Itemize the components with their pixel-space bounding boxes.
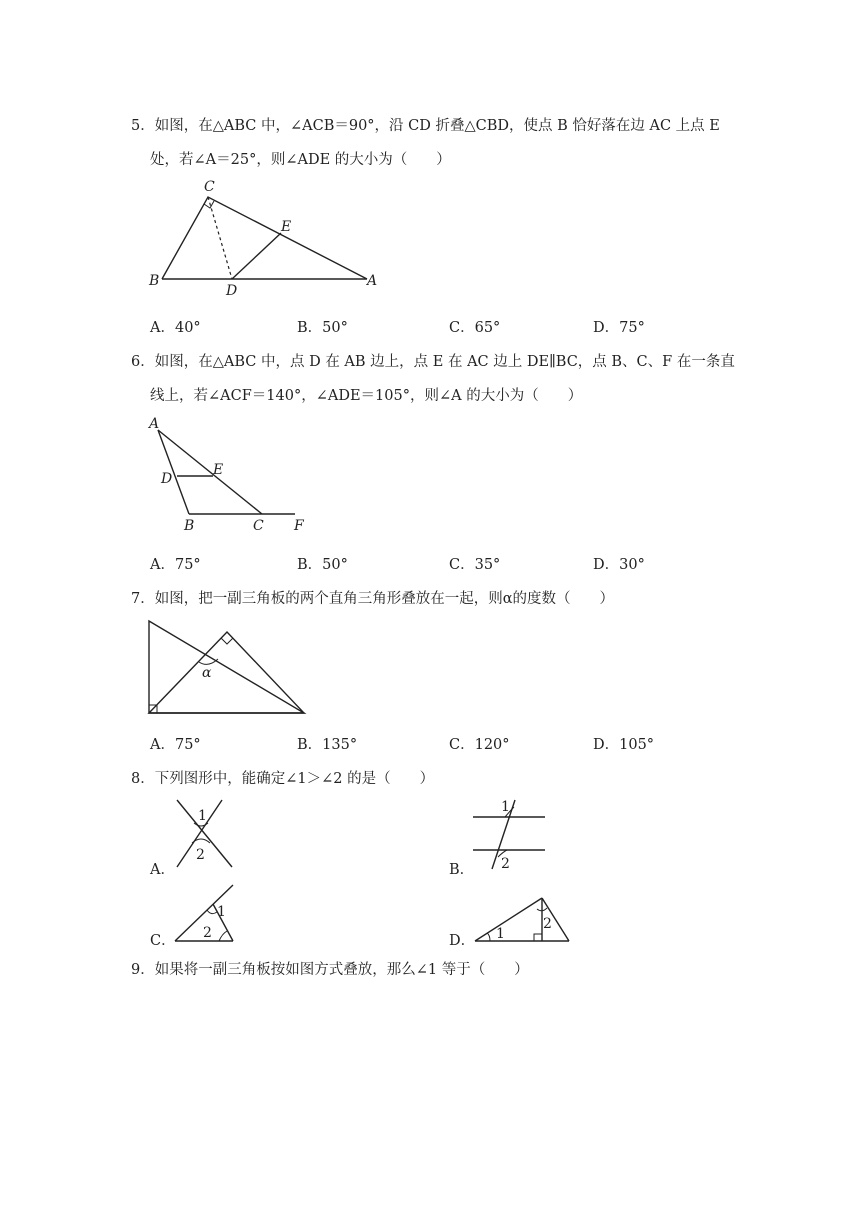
q6-label-a: A (149, 416, 160, 432)
q8-option-b-label: B． (449, 862, 475, 878)
q6-option-a: A．75° (150, 557, 201, 573)
q6-label-c: C (253, 518, 264, 534)
q8c-angle-1: 1 (217, 904, 226, 920)
q8-figure-b (465, 795, 555, 870)
q8b-angle-1: 1 (501, 799, 510, 815)
q8a-angle-2: 2 (196, 847, 205, 863)
q8-figure-a (170, 795, 240, 870)
q5-label-b: B (149, 273, 160, 289)
q5-text-line2: 处，若∠A＝25°，则∠ADE 的大小为（ ） (150, 152, 451, 168)
q7-label-alpha: α (202, 665, 212, 681)
q6-option-b: B．50° (297, 557, 348, 573)
q8-text-line1: 8．下列图形中，能确定∠1＞∠2 的是（ ） (131, 771, 435, 787)
q7-option-c: C．120° (449, 737, 510, 753)
q5-label-e: E (281, 219, 292, 235)
q8-option-d-label: D． (449, 933, 476, 949)
q7-option-a: A．75° (150, 737, 201, 753)
q6-figure (140, 410, 320, 535)
q8d-angle-2: 2 (543, 916, 552, 932)
q7-option-d: D．105° (593, 737, 655, 753)
q5-text-line1: 5．如图，在△ABC 中，∠ACB＝90°，沿 CD 折叠△CBD，使点 B 恰好落在边 AC 上点 E (131, 118, 720, 134)
q5-label-d: D (226, 283, 238, 299)
q5-label-c: C (204, 179, 215, 195)
q6-option-d: D．30° (593, 557, 645, 573)
q5-label-a: A (367, 273, 378, 289)
q8c-angle-2: 2 (203, 925, 212, 941)
q5-option-c: C．65° (449, 320, 501, 336)
q6-label-d: D (161, 471, 173, 487)
q8a-angle-1: 1 (198, 808, 207, 824)
q5-option-a: A．40° (150, 320, 201, 336)
q6-label-f: F (294, 518, 304, 534)
q5-figure (140, 175, 390, 300)
q7-option-b: B．135° (297, 737, 358, 753)
q6-label-e: E (213, 462, 224, 478)
q8-figure-c (170, 880, 250, 945)
q8b-angle-2: 2 (501, 856, 510, 870)
q5-option-b: B．50° (297, 320, 348, 336)
q9-text-line1: 9．如果将一副三角板按如图方式叠放，那么∠1 等于（ ） (131, 962, 529, 978)
q6-text-line1: 6．如图，在△ABC 中，点 D 在 AB 边上，点 E 在 AC 边上 DE∥BC，点 B、C、F 在一条直 (131, 354, 735, 370)
q7-text-line1: 7．如图，把一副三角板的两个直角三角形叠放在一起，则α的度数（ ） (131, 591, 615, 607)
q8-option-a-label: A． (150, 862, 175, 878)
q6-label-b: B (184, 518, 195, 534)
q8-option-c-label: C． (150, 933, 176, 949)
q7-figure (140, 612, 320, 722)
q6-text-line2: 线上，若∠ACF＝140°，∠ADE＝105°，则∠A 的大小为（ ） (150, 388, 583, 404)
q8d-angle-1: 1 (496, 926, 505, 942)
q5-option-d: D．75° (593, 320, 645, 336)
q8-figure-d (470, 890, 575, 945)
q6-option-c: C．35° (449, 557, 501, 573)
